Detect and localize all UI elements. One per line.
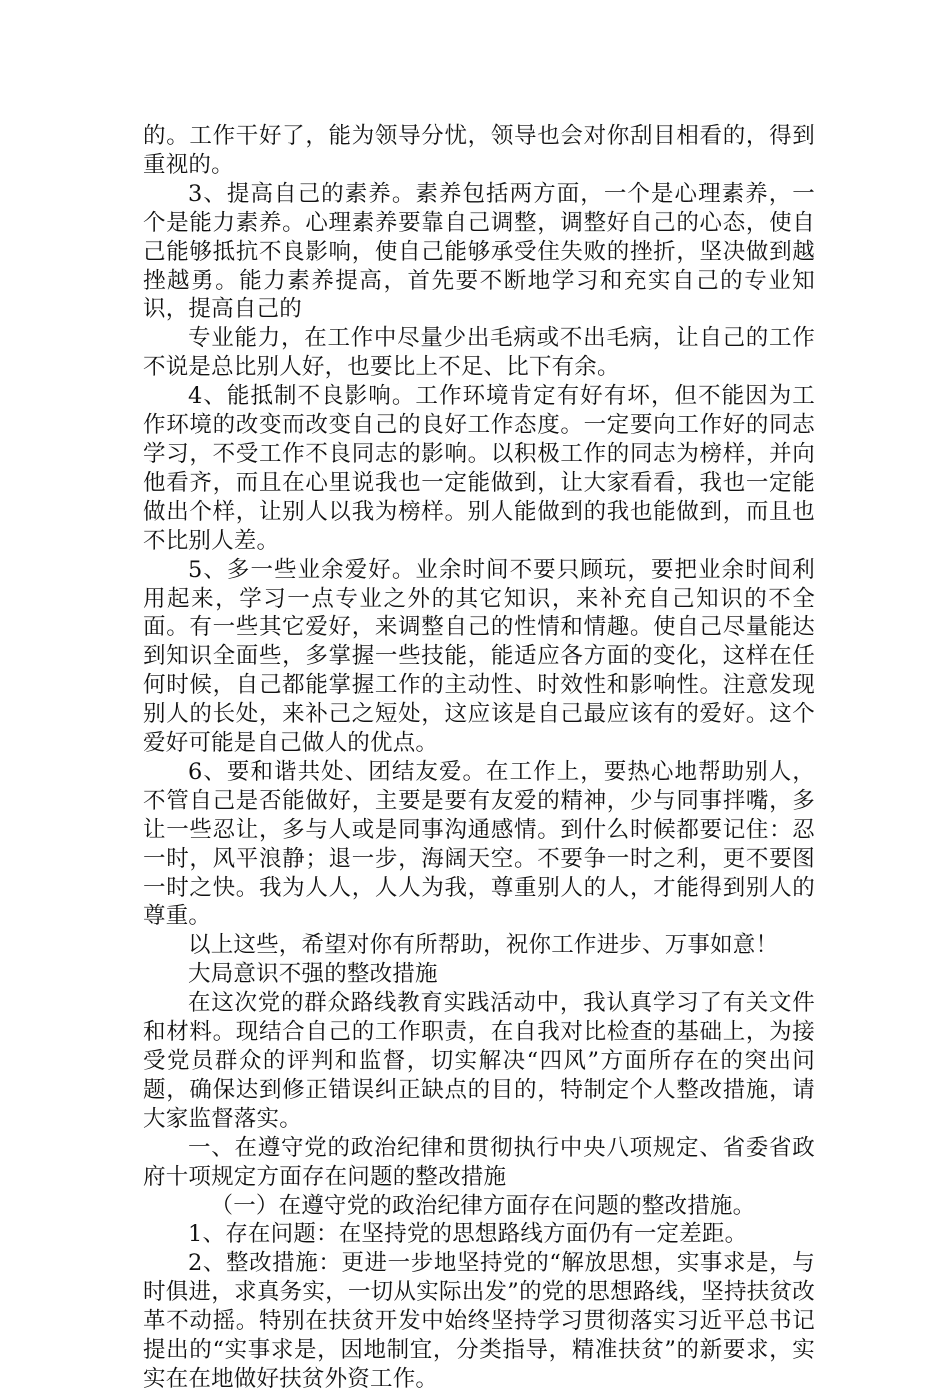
document-page [143,122,815,1394]
problem-item: 1、存在问题：在坚持党的思想路线方面仍有一定差距。 [188,1221,748,1248]
paragraph-item-3: 3、提高自己的素养。素养包括两方面，一个是心理素养，一个是能力素养。心理素养要靠自己调整，调整好自己的心态，使自己能够抵抗不良影响，使自己能够承受住失败的挫折，坚决做到越挫越勇。能力素养提高，首先要不断地学习和充实自己的专业知识，提高自己的 [143,180,815,323]
heading-level-1: 一、在遵守党的政治纪律和贯彻执行中央八项规定、省委省政府十项规定方面存在问题的整改措施 [143,1134,815,1190]
paragraph-item-3-continued: 专业能力，在工作中尽量少出毛病或不出毛病，让自己的工作不说是总比别人好，也要比上不足、比下有余。 [143,325,815,381]
paragraph-item-5: 5、多一些业余爱好。业余时间不要只顾玩，要把业余时间利用起来，学习一点专业之外的其它知识，来补充自己知识的不全面。有一些其它爱好，来调整自己的性情和情趣。使自己尽量能达到知识全面些，多掌握一些技能，能适应各方面的变化，这样在任何时候，自己都能掌握工作的主动性、时效性和影响性。注意发现别人的长处，来补己之短处，这应该是自己最应该有的爱好。这个爱好可能是自己做人的优点。 [143,556,815,757]
paragraph-item-4: 4、能抵制不良影响。工作环境肯定有好有坏，但不能因为工作环境的改变而改变自己的良好工作态度。一定要向工作好的同志学习，不受工作不良同志的影响。以积极工作的同志为榜样，并向他看齐，而且在心里说我也一定能做到，让大家看看，我也一定能做出个样，让别人以我为榜样。别人能做到的我也能做到，而且也不比别人差。 [143,383,815,554]
heading-level-2: （一）在遵守党的政治纪律方面存在问题的整改措施。 [210,1192,756,1219]
intro-paragraph: 在这次党的群众路线教育实践活动中，我认真学习了有关文件和材料。现结合自己的工作职责，在自我对比检查的基础上，为接受党员群众的评判和监督，切实解决“四风”方面所存在的突出问题，确保达到修正错误纠正缺点的目的，特制定个人整改措施，请大家监督落实。 [143,990,815,1132]
paragraph-item-6: 6、要和谐共处、团结友爱。在工作上，要热心地帮助别人，不管自己是否能做好，主要是要有友爱的精神，少与同事拌嘴，多让一些忍让，多与人或是同事沟通感情。到什么时候都要记住：忍一时，风平浪静；退一步，海阔天空。不要争一时之利，更不要图一时之快。我为人人，人人为我，尊重别人的人，才能得到别人的尊重。 [143,758,815,930]
section-title: 大局意识不强的整改措施 [188,961,438,988]
measure-item: 2、整改措施：更进一步地坚持党的“解放思想，实事求是，与时俱进，求真务实，一切从实际出发”的党的思想路线，坚持扶贫改革不动摇。特别在扶贫开发中始终坚持学习贯彻落实习近平总书记提出的“实事求是，因地制宜，分类指导，精准扶贫”的新要求，实实在在地做好扶贫外资工作。 [143,1250,815,1392]
paragraph-continuation: 的。工作干好了，能为领导分忧，领导也会对你刮目相看的，得到重视的。 [143,123,815,178]
closing-line: 以上这些，希望对你有所帮助，祝你工作进步、万事如意！ [188,932,779,959]
